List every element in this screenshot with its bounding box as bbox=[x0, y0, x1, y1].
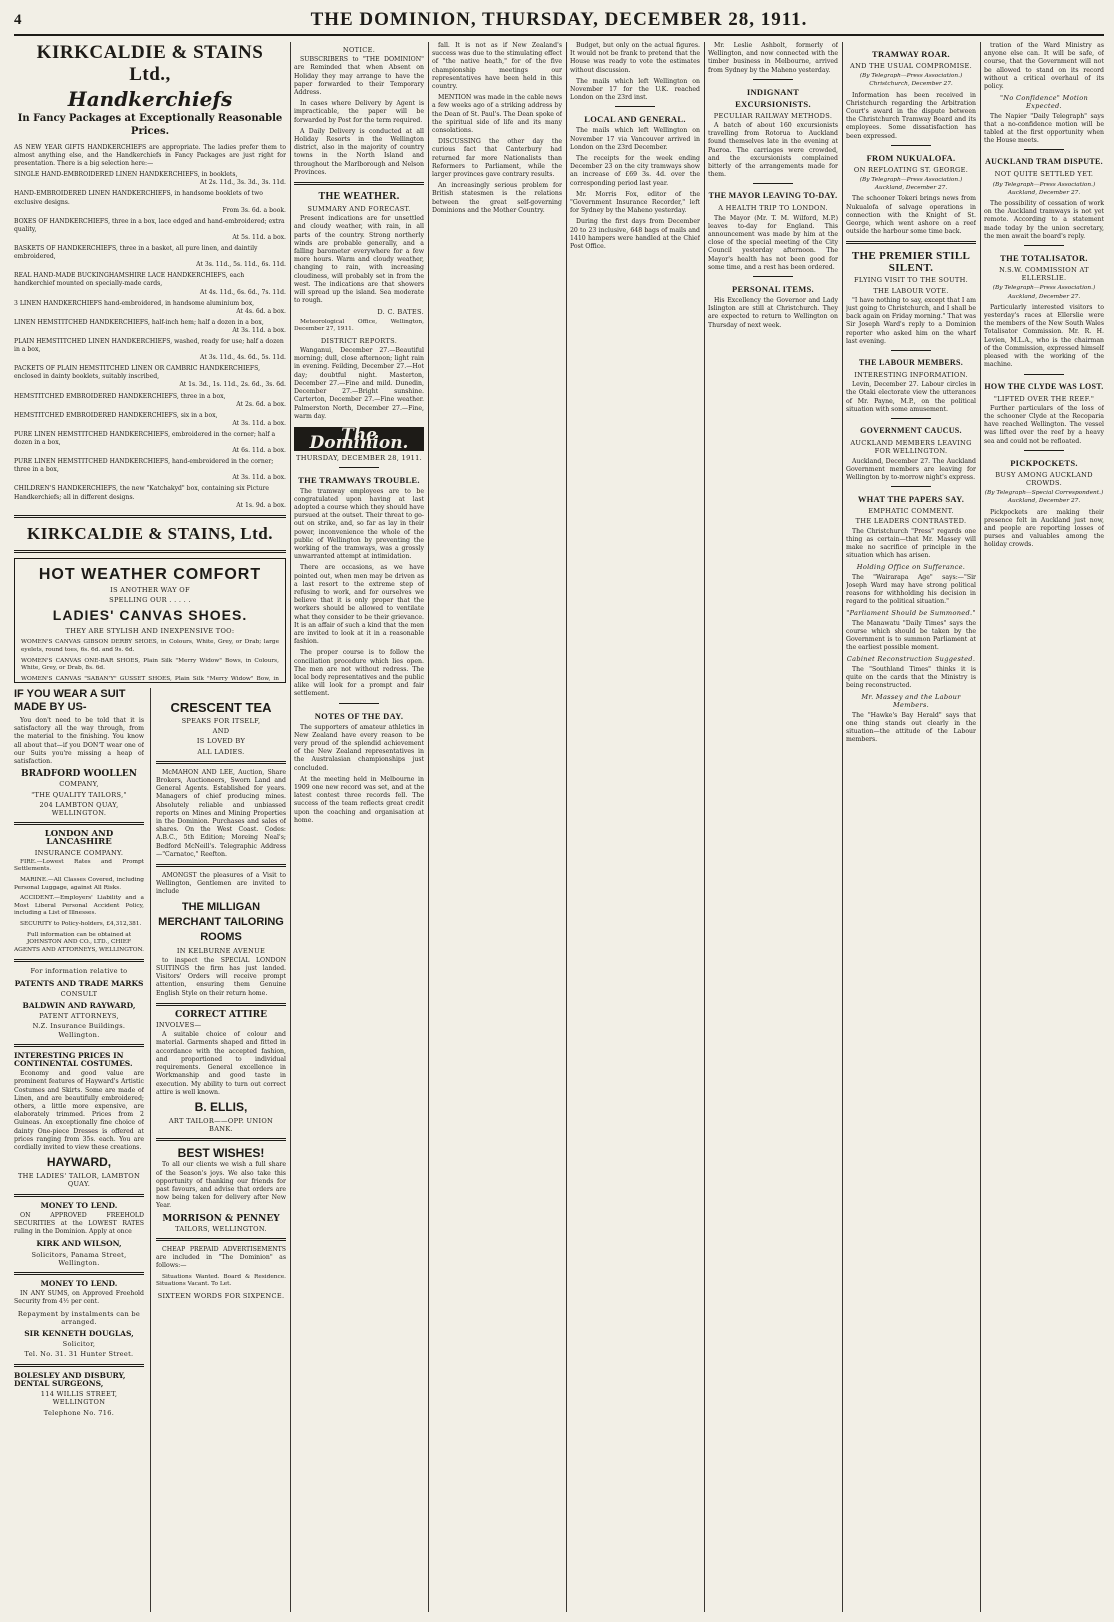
column-ads-left-a: IF YOU WEAR A SUIT MADE BY US- You don't need to be told that it is satisfactory all the way through, from the material to the finishing. You know all about that—if you DON'T wear one of our Suits you're missing a heap of satisfaction. BRADFORD WOOLLEN COMPANY, "THE QUALITY TAILORS," 204 LAMBTON QUAY, WELLINGTON. LONDON AND LANCASHIRE INSURANCE COMPANY. FIRE.—Lowest Rates and Prompt Settlements. MARINE.—All Classes Covered, including Personal Luggage, against All Risks. ACCIDENT.—Employers' Liability and a Most Liberal Personal Accident Policy, including a List of Illnesses. SECURITY to Policy-holders, £4,312,381. Full information can be obtained at JOHNSTON AND CO., LTD., CHIEF AGENTS AND ATTORNEYS, WELLINGTON. For information relative to PATENTS AND TRADE MARKS CONSULT BALDWIN AND RAYWARD, PATENT ATTORNEYS, N.Z. Insurance Buildings. Wellington. INTERESTING PRICES IN CONTINENTAL COSTUMES. Economy and good value are prominent features of Hayward's Artistic Costumes and Skirts. Some are made of Linen, and are beautifully embroidered; others, a little more expensive, are elaborately trimmed. Prices from 2 Guineas. An exceptionally fine choice of dainty One-piece Dresses is offered at prices ranging from 35s. each. You are cordially invited to view these creations. HAYWARD, THE LADIES' TAILOR, LAMBTON QUAY. MONEY TO LEND. ON APPROVED FREEHOLD SECURITIES at the LOWEST RATES ruling in the Dominion. Apply at once KIRK AND WILSON, Solicitors, Panama Street, Wellington. MONEY TO LEND. IN ANY SUMS, on Approved Freehold Security from 4½ per cent. Repayment by instalments can be arranged. SIR KENNETH DOUGLAS, Solicitor, Tel. No. 31. 31 Hunter Street. BOLESLEY AND DISBURY, DENTAL SURGEONS, 114 WILLIS STREET, WELLINGTON Telephone No. 716. bbox=[14, 688, 144, 1417]
newspaper-page bbox=[14, 6, 1104, 1616]
handkerchief-item-price: At 3s. 11d., 5s. 11d., 6s. 11d. bbox=[196, 261, 286, 269]
insurance-line: FIRE.—Lowest Rates and Prompt Settlements. bbox=[14, 858, 144, 873]
weather-heading: THE WEATHER. bbox=[318, 191, 400, 203]
notes-paragraph: At the meeting held in Melbourne in 1909 one new record was set, and at the latest contest three records fell. The success of the team reflects great credit upon the coaching and organisation at home. bbox=[294, 775, 424, 824]
handkerchief-item bbox=[14, 393, 286, 409]
column-5 bbox=[570, 42, 700, 1612]
handkerchiefs-subhead: In Fancy Packages at Exceptionally Reasonable Prices. bbox=[17, 113, 283, 137]
handkerchiefs-intro: AS NEW YEAR GIFTS HANDKERCHIEFS are appropriate. The ladies prefer them to almost anything else, and the Handkerchiefs in Fancy Packages are just right for presentation. There is a big selection here:— bbox=[14, 144, 286, 168]
notes-of-the-day-heading: NOTES OF THE DAY. bbox=[314, 710, 404, 721]
suit-headline: IF YOU WEAR A SUIT MADE BY US- bbox=[14, 688, 126, 713]
local-news-paragraph: The receipts for the week ending December 23 on the city tramways show an increase of £69 3s. 4d. over the corresponding period last year. bbox=[570, 155, 700, 187]
insurance-line: MARINE.—All Classes Covered, including Personal Luggage, against All Risks. bbox=[14, 877, 144, 891]
leader-article bbox=[294, 488, 424, 699]
notes-paragraph: The supporters of amateur athletics in New Zealand have every reason to be very proud of the splendid achievement of the New Zealand representatives in the Australasian championships just concluded. bbox=[294, 723, 424, 772]
premier-silent-heading: THE PREMIER STILL SILENT. bbox=[851, 250, 971, 275]
auckland-tram-heading: AUCKLAND TRAM DISPUTE. bbox=[985, 157, 1103, 167]
kirkcaldie-heading-2: KIRKCALDIE & STAINS, Ltd. bbox=[27, 523, 273, 543]
insurance-title: LONDON AND LANCASHIRE bbox=[44, 829, 114, 848]
shoe-list bbox=[21, 639, 279, 682]
local-news-paragraph: Mr. Morris Fox, editor of the "Government Insurance Recorder," left for Sydney by the Maheno yesterday. bbox=[570, 190, 700, 215]
masthead-title: THE DOMINION, THURSDAY, DECEMBER 28, 1911. bbox=[310, 9, 808, 30]
leader-paragraph: There are occasions, as we have pointed out, when men may be driven as a last resort to the extreme step of refusing to work, and for ourselves we believe that it is only proper that the workers should be allowed to ventilate what they consider to be their grievance. It is an affair of such a kind that the men are invited to look at it in a reasonable fashion. bbox=[294, 564, 424, 646]
handkerchief-item bbox=[14, 485, 286, 509]
papers-say-heading: WHAT THE PAPERS SAY. bbox=[857, 494, 965, 505]
mayor-leaving-heading: THE MAYOR LEAVING TO-DAY. bbox=[708, 191, 838, 201]
hayward-name: HAYWARD, bbox=[46, 1155, 112, 1170]
handkerchief-item-price: At 3s. 11d. a box. bbox=[232, 419, 286, 427]
handkerchief-item bbox=[14, 171, 286, 187]
handkerchief-item-price: From 3s. 6d. a book. bbox=[222, 206, 286, 214]
handkerchief-item-text: BOXES OF HANDKERCHIEFS, three in a box, lace edged and hand-embroidered; extra quality, bbox=[14, 217, 285, 233]
masthead bbox=[14, 6, 1104, 36]
canvas-shoes-ad: HOT WEATHER COMFORT IS ANOTHER WAY OF SPELLING OUR . . . . . LADIES' CANVAS SHOES. THEY ARE STYLISH AND INEXPENSIVE TOO: WOMEN'S CANVAS GIBSON DERBY SHOES, in Colours, White, Grey, or Drab; large eyelets, round toes, 6s. 6d. and 9s. 6d. WOMEN'S CANVAS ONE-BAR SHOES, Plain Silk "Merry Widow" Bows, in Colours, White, Grey, or Drab, 8s. 6d. WOMEN'S CANVAS "SABAN'Y" GUSSET SHOES, Plain Silk "Merry Widow" Bow, in bbox=[14, 558, 286, 682]
tramways-trouble-heading: THE TRAMWAYS TROUBLE. bbox=[298, 474, 420, 485]
shoe-item: WOMEN'S CANVAS ONE-BAR SHOES, Plain Silk "Merry Widow" Bows, in Colours, White, Grey, or Drab, 8s. 6d. bbox=[21, 657, 279, 672]
insurance-line: ACCIDENT.—Employers' Liability and a Most Liberal Personal Accident Policy, including a List of Illnesses. bbox=[14, 895, 144, 917]
handkerchief-item bbox=[14, 412, 286, 428]
notice-title: NOTICE. bbox=[342, 46, 376, 54]
handkerchief-item-text: HEMSTITCHED EMBROIDERED HANDKERCHIEFS, three in a box, bbox=[14, 392, 226, 400]
local-news-paragraph: During the first days from December 20 to 23 inclusive, 648 bags of mails and 1410 hampers were handled at the Chief Post Office. bbox=[570, 218, 700, 251]
handkerchief-item-price: At 5s. 11d. a box. bbox=[232, 233, 286, 241]
handkerchief-item-text: PLAIN HEMSTITCHED LINEN HANDKERCHIEFS, washed, ready for use; half a dozen in a box, bbox=[14, 337, 284, 354]
article-paragraph: DISCUSSING the other day the curious fact that Canterbury had returned far more Nationalists than Reformers to Parliament, while the larger provinces gave contrary results. bbox=[432, 138, 562, 179]
handkerchief-price-list bbox=[14, 171, 286, 509]
handkerchief-item-price: At 3s. 11d. a box. bbox=[232, 326, 286, 334]
hayward-title: INTERESTING PRICES IN CONTINENTAL COSTUMES. bbox=[14, 1050, 133, 1068]
dental-title: BOLESLEY AND DISBURY, DENTAL SURGEONS, bbox=[14, 1370, 126, 1388]
dominion-flag: The Dominion. bbox=[294, 427, 424, 451]
handkerchief-item-text: SINGLE HAND-EMBROIDERED LINEN HANDKERCHIEFS, in booklets, bbox=[14, 171, 238, 179]
article-paragraph: An increasingly serious problem for British statesmen is the relations between the great self-governing Dominions and the Mother Country. bbox=[432, 182, 562, 214]
handkerchief-item bbox=[14, 458, 286, 482]
best-wishes-title: BEST WISHES! bbox=[177, 1146, 265, 1161]
handkerchief-item-text: PACKETS OF PLAIN HEMSTITCHED LINEN OR CAMBRIC HANDKERCHIEFS, enclosed in dainty booklets, suitably inscribed, bbox=[14, 365, 261, 381]
handkerchief-item-text: PURE LINEN HEMSTITCHED HANDKERCHIEFS, hand-embroidered in the corner; three in a box, bbox=[14, 458, 274, 474]
handkerchief-item-text: HEMSTITCHED EMBROIDERED HANDKERCHIEFS, six in a box, bbox=[14, 411, 218, 419]
kirkcaldie-heading: KIRKCALDIE & STAINS Ltd., bbox=[36, 42, 264, 85]
handkerchief-item-text: REAL HAND-MADE BUCKINGHAMSHIRE LACE HANDKERCHIEFS, each handkerchief mounted on specially-made cards, bbox=[14, 272, 245, 288]
labour-members-heading: THE LABOUR MEMBERS. bbox=[858, 358, 964, 368]
handkerchief-item bbox=[14, 218, 286, 242]
notes-article bbox=[294, 724, 424, 825]
shoes-title: HOT WEATHER COMFORT bbox=[38, 565, 262, 583]
nukualofa-heading: FROM NUKUALOFA. bbox=[866, 152, 956, 163]
local-general-heading: LOCAL AND GENERAL. bbox=[584, 114, 686, 125]
insurance-line: SECURITY to Policy-holders, £4,312,381. bbox=[20, 921, 142, 927]
article-paragraph: MENTION was made in the cable news a few weeks ago of a striking address by the Dean of St. Paul's. The Dean spoke of the spiritual side of life and its many consolations. bbox=[432, 94, 562, 135]
handkerchief-item bbox=[14, 272, 286, 296]
clyde-lost-heading: HOW THE CLYDE WAS LOST. bbox=[984, 381, 1104, 391]
article-paragraph: Budget, but only on the actual figures. It would not be frank to pretend that the House was ready to vote the estimates without discussion. bbox=[570, 42, 700, 74]
column-8: tration of the Ward Ministry as anyone else can. It will be safe, of course, that the Government will not be allowed to stand on its record without a critical overhaul of its policy. "No Confidence" Motion Expected. The Napier "Daily Telegraph" says that a no-confidence motion will be tabled at the first opportunity when the House meets. AUCKLAND TRAM DISPUTE. NOT QUITE SETTLED YET. (By Telegraph—Press Association.) Auckland, December 27. The possibility of cessation of work on the Auckland tramways is not yet remote. According to a statement made today by the union secretary, the men await the board's reply. THE TOTALISATOR. N.S.W. COMMISSION AT ELLERSLIE. (By Telegraph—Press Association.) Auckland, December 27. Particularly interested visitors to yesterday's races at Ellerslie were the members of the New South Wales Totalisator Commission. Mr. R. H. Levien, M.L.A., who is the chairman of the Commission, expressed himself pleased with the working of the machine. HOW THE CLYDE WAS LOST. "LIFTED OVER THE REEF." Further particulars of the loss of the schooner Clyde at the Recoparia have reached Wellington. The vessel was lifted over the reef by a heavy sea and could not be refloated. PICKPOCKETS. BUSY AMONG AUCKLAND CROWDS. (By Telegraph—Special Correspondent.) Auckland, December 27. Pickpockets are making their presence felt in Auckland just now, and people are reporting losses of purses and valuables among the holiday crowds. bbox=[984, 42, 1104, 549]
handkerchief-item-price: At 2s. 6d. a box. bbox=[236, 400, 286, 408]
handkerchief-item-text: CHILDREN'S HANDKERCHIEFS, the new "Katchakyd" box, containing six Picture Handkerchiefs; all in different designs. bbox=[14, 485, 270, 501]
cheap-ads: CHEAP PREPAID ADVERTISEMENTS are included in "The Dominion" as follows:— bbox=[156, 1245, 286, 1270]
handkerchief-item bbox=[14, 190, 286, 214]
money-to-lend-1: MONEY TO LEND. bbox=[40, 1200, 118, 1210]
insurance-list bbox=[14, 859, 144, 929]
handkerchief-item-price: At 3s. 11d., 4s. 6d., 5s. 11d. bbox=[200, 354, 286, 362]
mcmahon-ad: McMAHON AND LEE, Auction, Share Brokers, Auctioneers, Sworn Land and General Agents. Established for years. Managers of chief producing mines. Absolutely reliable and unbiassed reports on Mines and Mining Properties in the Dominion. Purchases and sales of shares. On the West Coast. Codes: A.B.C., 5th Edition; Moreing Neal's; Bedford McNeill's. Telegraphic Address—"Carnatoc," Reefton. bbox=[156, 768, 286, 858]
handkerchief-item-text: HAND-EMBROIDERED LINEN HANDKERCHIEFS, in handsome booklets of two exclusive designs. bbox=[14, 190, 263, 206]
tramway-roar-heading: TRAMWAY ROAR. bbox=[872, 49, 950, 59]
column-ads-left-b: CRESCENT TEA SPEAKS FOR ITSELF, AND IS LOVED BY ALL LADIES. McMAHON AND LEE, Auction, Share Brokers, Auctioneers, Sworn Land and General Agents. Established for years. Managers of chief producing mines. Absolutely reliable and unbiassed reports on Mines and Mining Properties in the Dominion. Purchases and sales of shares. On the West Coast. Codes: A.B.C., 5th Edition; Moreing Neal's; Bedford McNeill's. Telegraphic Address—"Carnatoc," Reefton. AMONGST the pleasures of a Visit to Wellington, Gentlemen are invited to include THE MILLIGAN MERCHANT TAILORING ROOMS IN KELBURNE AVENUE to inspect the SPECIAL LONDON SUITINGS the firm has just landed. Visitors' Orders will receive prompt attention, ensuring them Genuine English Style on their return home. CORRECT ATTIRE INVOLVES— A suitable choice of colour and material. Garments shaped and fitted in accordance with the accepted fashion, and proportioned to individual requirements. General excellence in Workmanship and good taste in execution. My ability to turn out correct attire is well known. B. ELLIS, ART TAILOR——OPP. UNION BANK. BEST WISHES! To all our clients we wish a full share of the Season's joys. We also take this opportunity of thanking our friends for past favours, and advise that orders are now being taken for delivery after New Year. MORRISON & PENNEY TAILORS, WELLINGTON. CHEAP PREPAID ADVERTISEMENTS are included in "The Dominion" as follows:— Situations Wanted. Board & Residence. Situations Vacant. To Let. SIXTEEN WORDS FOR SIXPENCE. bbox=[156, 700, 286, 1300]
column-7: TRAMWAY ROAR. AND THE USUAL COMPROMISE. (By Telegraph—Press Association.) Christchurch, December 27. Information has been received in Christchurch regarding the Arbitration Court's award in the dispute between the Christchurch Tramway Board and its employees. Some dissatisfaction has been expressed. FROM NUKUALOFA. ON REFLOATING ST. GEORGE. (By Telegraph—Press Association.) Auckland, December 27. The schooner Tokeri brings news from Nukualofa of salvage operations in connection with the Knight of St. George, which went ashore on a reef outside the harbour some time back. THE PREMIER STILL SILENT. FLYING VISIT TO THE SOUTH. THE LABOUR VOTE. "I have nothing to say, except that I am just going to Christchurch, and I shall be back again on Friday morning." That was Sir Joseph Ward's reply to a Dominion reporter who asked him on the wharf last evening. THE LABOUR MEMBERS. INTERESTING INFORMATION. Levin, December 27. Labour circles in the Otaki electorate view the utterances of Mr. Payne, M.P., on the political situation with some amusement. GOVERNMENT CAUCUS. AUCKLAND MEMBERS LEAVING FOR WELLINGTON. Auckland, December 27. The Auckland Government members are leaving for Wellington by to-morrow night's express. WHAT THE PAPERS SAY. EMPHATIC COMMENT. THE LEADERS CONTRASTED. The Christchurch "Press" regards one thing as certain—that Mr. Massey will make no sacrifice of principle in the situation which has arisen. Holding Office on Sufferance. The "Wairarapa Age" says:—"Sir Joseph Ward may have strong political reasons for withholding his decision in regard to the political situation." "Parliament Should be Summoned." The Manawatu "Daily Times" says the course which should be taken by the Government is to summon Parliament at the earliest possible moment. Cabinet Reconstruction Suggested. The "Southland Times" thinks it is quite on the cards that the Ministry is being reconstructed. Mr. Massey and the Labour Members. The "Hawke's Bay Herald" says that one thing stands out clearly in the situation—the attitude of the Labour members. bbox=[846, 49, 976, 744]
indignant-excursionists-heading: INDIGNANT EXCURSIONISTS. bbox=[735, 86, 811, 109]
handkerchief-item bbox=[14, 319, 286, 335]
shoes-title-2: LADIES' CANVAS SHOES. bbox=[52, 607, 248, 624]
money-to-lend-2: MONEY TO LEND. bbox=[40, 1279, 118, 1289]
handkerchiefs-heading: Handkerchiefs bbox=[67, 87, 233, 111]
handkerchief-item-price: At 6s. 11d. a box. bbox=[232, 447, 286, 455]
shoe-item: WOMEN'S CANVAS "SABAN'Y" GUSSET SHOES, Plain Silk "Merry Widow" Bow, in bbox=[21, 675, 279, 682]
handkerchief-item-price: At 1s. 9d. a box. bbox=[236, 501, 286, 509]
bradford-firm: BRADFORD WOOLLEN bbox=[20, 769, 138, 780]
column-ads-left bbox=[14, 42, 286, 682]
handkerchief-item bbox=[14, 245, 286, 269]
crescent-tea-title: CRESCENT TEA bbox=[170, 700, 272, 715]
pickpockets-heading: PICKPOCKETS. bbox=[1010, 457, 1078, 468]
handkerchief-item-price: At 4s. 6d. a box. bbox=[236, 307, 286, 315]
handkerchief-item-price: At 1s. 3d., 1s. 11d., 2s. 6d., 3s. 6d. bbox=[179, 381, 286, 389]
handkerchief-item-text: BASKETS OF HANDKERCHIEFS, three in a basket, all pure linen, and daintily embroidered, bbox=[14, 245, 258, 261]
article-paragraph: The mails which left Wellington on November 17 for the U.K. reached London on the 23rd inst. bbox=[570, 77, 700, 102]
column-6: Mr. Leslie Ashbolt, formerly of Wellington, and now connected with the timber business in Melbourne, arrived from Sydney by the Maheno yesterday. INDIGNANT EXCURSIONISTS. PECULIAR RAILWAY METHODS. A batch of about 160 excursionists travelling from Rotorua to Auckland found themselves late in the evening at Paeroa. The carriages were crowded, and the excursionists complained bitterly of the arrangements made for them. THE MAYOR LEAVING TO-DAY. A HEALTH TRIP TO LONDON. The Mayor (Mr. T. M. Wilford, M.P.) leaves to-day for England. This announcement was made by him at the close of the special meeting of the City Council yesterday afternoon. The Mayor's health has not been good for some time, and a rest has been ordered. PERSONAL ITEMS. His Excellency the Governor and Lady Islington are still at Christchurch. They are expected to return to Wellington on Thursday of next week. bbox=[708, 42, 838, 329]
column-4 bbox=[432, 42, 562, 1612]
handkerchief-item-text: PURE LINEN HEMSTITCHED HANDKERCHIEFS, embroidered in the corner; half a dozen in a box, bbox=[14, 430, 276, 446]
leader-paragraph: The proper course is to follow the conciliation procedure which lies open. The men are not without redress. The local body representatives and the public alike will look for a prompt and fair settlement. bbox=[294, 649, 424, 698]
handkerchief-item-text: 3 LINEN HANDKERCHIEFS hand-embroidered, in handsome aluminium box, bbox=[14, 299, 255, 307]
local-news-paragraph: The mails which left Wellington on November 17 via Vancouver arrived in London on the 23rd December. bbox=[570, 127, 700, 151]
handkerchief-item-price: At 4s. 11d., 6s. 6d., 7s. 11d. bbox=[200, 288, 286, 296]
leader-paragraph: The tramway employees are to be congratulated upon having at last adopted a course which they should have pursued at the outset. Their threat to go-out on strike, and, so far as lay in their power, inconvenience the whole of the public of Wellington by preventing the working of the tramways, was a grossly unwarranted attempt at intimidation. bbox=[294, 487, 424, 561]
handkerchief-item bbox=[14, 365, 286, 389]
page-number: 4 bbox=[14, 11, 22, 28]
article-paragraph: fall. It is not as if New Zealand's success was due to the stimulating effect of "the native heath," for of the five championship meetings our representatives have been held in this country. bbox=[432, 42, 562, 91]
personal-items-heading: PERSONAL ITEMS. bbox=[732, 284, 814, 295]
ellis-name: B. ELLIS, bbox=[194, 1099, 248, 1114]
morrison-penney: MORRISON & PENNEY bbox=[162, 1213, 280, 1224]
handkerchief-item bbox=[14, 300, 286, 316]
correct-attire-title: CORRECT ATTIRE bbox=[175, 1009, 267, 1020]
handkerchief-item-price: At 2s. 11d., 3s. 3d., 3s. 11d. bbox=[200, 179, 286, 187]
column-notice: NOTICE. SUBSCRIBERS to "THE DOMINION" are Reminded that when Absent on Holiday they may arrange to have the paper forwarded to their Temporary Address. In cases where Delivery by Agent is impracticable, the paper will be forwarded by Post for the term required. A Daily Delivery is conducted at all Holiday Resorts in the Wellington district, also in the majority of country towns in the North Island and throughout the Marlborough and Nelson Provinces. THE WEATHER. SUMMARY AND FORECAST. Present indications are for unsettled and cloudy weather, with rain, in all parts of the country. Strong northerly winds are probable generally, and a falling barometer everywhere for a few more hours. Warm and cloudy weather, changing to rain, with increasing cloudiness, will probably set in from the west. The indications are that showers will spread up the island. Sea moderate to rough. D. C. BATES. Meteorological Office, Wellington, December 27, 1911. DISTRICT REPORTS. Wanganui, December 27.—Beautiful morning; dull, close afternoon; light rain in evening. Feilding, December 27.—Hot day; doubtful night. Masterton, December 27.—Fine and mild. Dunedin, December 27.—Bright sunshine. Carterton, December 27.—Fine weather. Palmerston North, December 27.—Fine, warm day. The Dominion. THURSDAY, DECEMBER 28, 1911. THE TRAMWAYS TROUBLE. The tramway employees are to be congratulated upon having at last adopted a course which they should have pursued at the outset. Their threat to go-out on strike, and, so far as lay in their power, inconvenience the whole of the public of Wellington by preventing the working of the tramways, was a grossly unwarranted attempt at intimidation. There are occasions, as we have pointed out, when men may be driven as a last resort to the extreme step of refusing to work, and for ourselves we believe that it is only proper that the workers should be allowed to ventilate what they consider to be their grievance. It is an affair of such a kind that the men are invited to look at it in a reasonable fashion. The proper course is to follow the conciliation procedure which lies open. The men are not without redress. The local body representatives and the public alike will look for a prompt and fair settlement. NOTES OF THE DAY. The supporters of amateur athletics in New Zealand have every reason to be very proud of the splendid achievement of the New Zealand representatives in the Australasian championships just concluded. At the meeting held in Melbourne in 1909 one new record was set, and at the latest contest three records fell. The success of the team reflects great credit upon the coaching and organisation at home. bbox=[294, 46, 424, 824]
shoe-item: WOMEN'S CANVAS GIBSON DERBY SHOES, in Colours, White, Grey, or Drab; large eyelets, round toes, 6s. 6d. and 9s. 6d. bbox=[21, 639, 279, 653]
government-caucus-heading: GOVERNMENT CAUCUS. bbox=[860, 426, 962, 436]
handkerchief-item-price: At 3s. 11d. a box. bbox=[232, 474, 286, 482]
patents-title: PATENTS AND TRADE MARKS bbox=[14, 978, 144, 988]
handkerchief-item-text: LINEN HEMSTITCHED HANDKERCHIEFS, half-inch hem; half a dozen in a box, bbox=[14, 318, 264, 326]
handkerchief-item bbox=[14, 431, 286, 455]
milligan-title: THE MILLIGAN MERCHANT TAILORING ROOMS bbox=[158, 900, 284, 943]
handkerchief-item bbox=[14, 338, 286, 362]
totalisator-heading: THE TOTALISATOR. bbox=[1000, 253, 1088, 264]
